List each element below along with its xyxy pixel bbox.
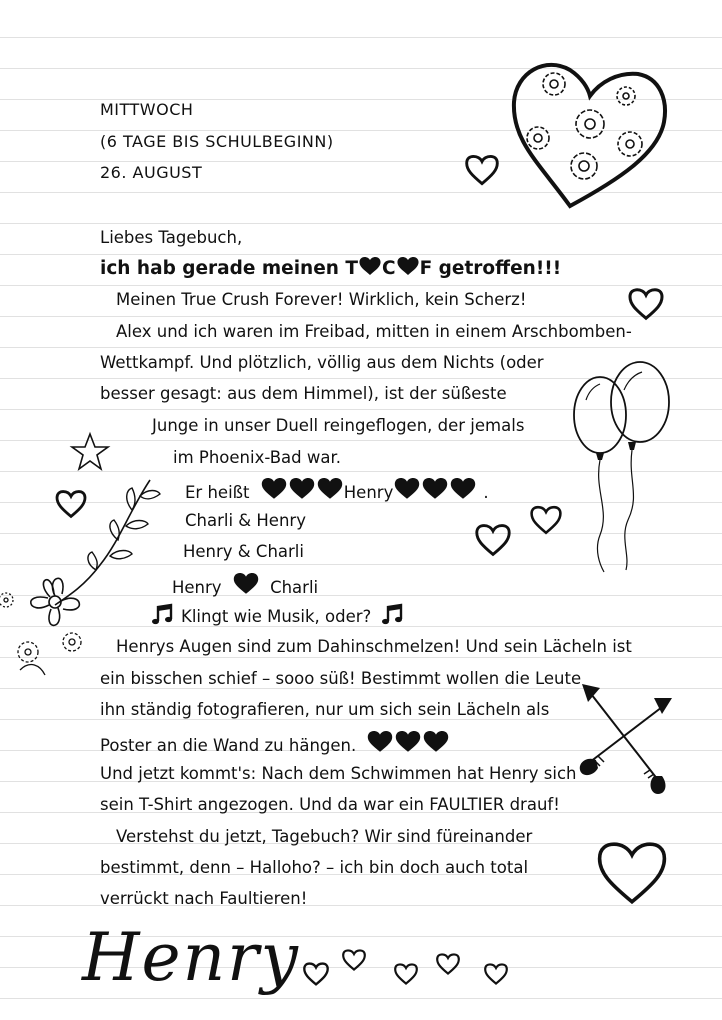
- name-line-start: Er heißt: [185, 483, 250, 502]
- date: 26. AUGUST: [100, 163, 203, 182]
- headline-end: F getroffen!!!: [419, 258, 562, 279]
- body-line-12: sein T-Shirt angezogen. Und da war ein FAULTIER drauf!: [100, 795, 560, 814]
- greeting: Liebes Tagebuch,: [100, 228, 243, 247]
- body-line-7: Henrys Augen sind zum Dahinschmelzen! Und sein Lächeln ist: [116, 637, 632, 656]
- balloons-icon: [570, 360, 675, 575]
- body-line-14: bestimmt, denn – Halloho? – ich bin doch auch total: [100, 858, 529, 877]
- outline-heart-icon: [342, 948, 366, 972]
- body-line-1: Meinen True Crush Forever! Wirklich, kein Scherz!: [116, 290, 527, 309]
- filled-heart-icon: [317, 478, 343, 500]
- music-note-icon: [381, 603, 405, 627]
- filled-heart-icon: [394, 478, 420, 500]
- outline-heart-icon: [628, 288, 664, 320]
- pair-3-left: Henry: [172, 578, 222, 597]
- body-line-2: Alex und ich waren im Freibad, mitten in einem Arschbomben-: [116, 322, 632, 341]
- filled-heart-icon: [395, 731, 421, 753]
- music-line-text: Klingt wie Musik, oder?: [181, 607, 372, 626]
- star-icon: [70, 432, 110, 472]
- body-line-3: Wettkampf. Und plötzlich, völlig aus dem Nichts (oder: [100, 353, 544, 372]
- flower-vine-icon: [0, 470, 165, 680]
- filled-heart-icon: [359, 257, 381, 276]
- filled-heart-icon: [367, 731, 393, 753]
- headline-start: ich hab gerade meinen T: [100, 258, 358, 279]
- pair-line-2: Henry & Charli: [183, 542, 304, 561]
- outline-heart-icon: [484, 962, 508, 986]
- music-line: [150, 603, 406, 628]
- pair-line-1: Charli & Henry: [185, 511, 306, 530]
- pair-line-3: [172, 573, 318, 599]
- outline-heart-icon: [394, 962, 418, 986]
- body-line-15: verrückt nach Faultieren!: [100, 889, 308, 908]
- weekday: MITTWOCH: [100, 100, 194, 119]
- filled-heart-icon: [261, 478, 287, 500]
- body-line-9: ihn ständig fotografieren, nur um sich sein Lächeln als: [100, 700, 550, 719]
- headline-mid: C: [382, 258, 396, 279]
- outline-heart-icon: [530, 505, 562, 535]
- filled-heart-icon: [450, 478, 476, 500]
- body-line-11: Und jetzt kommt's: Nach dem Schwimmen hat Henry sich: [100, 764, 577, 783]
- headline: [100, 257, 561, 280]
- outline-heart-icon: [475, 523, 511, 557]
- filled-heart-icon: [397, 257, 419, 276]
- name-line-end: .: [483, 483, 489, 502]
- body-line-5: Junge in unser Duell reingeflogen, der jemals: [152, 416, 525, 435]
- body-line-13: Verstehst du jetzt, Tagebuch? Wir sind füreinander: [116, 827, 533, 846]
- body-line-10-text: Poster an die Wand zu hängen.: [100, 736, 357, 755]
- filled-heart-icon: [289, 478, 315, 500]
- body-line-4: besser gesagt: aus dem Himmel), ist der süßeste: [100, 384, 507, 403]
- body-line-10: [100, 731, 450, 757]
- outline-heart-icon: [436, 952, 460, 976]
- outline-heart-icon: [303, 962, 329, 986]
- henry-signature: Henry: [82, 919, 300, 996]
- body-line-8: ein bisschen schief – sooo süß! Bestimmt wollen die Leute: [100, 669, 582, 688]
- outline-heart-icon: [465, 154, 499, 186]
- countdown: (6 TAGE BIS SCHULBEGINN): [100, 132, 334, 151]
- body-line-6: im Phoenix-Bad war.: [173, 448, 341, 467]
- pair-3-right: Charli: [270, 578, 319, 597]
- filled-heart-icon: [423, 731, 449, 753]
- name-line: [185, 478, 489, 504]
- filled-heart-icon: [233, 573, 259, 595]
- arrows-icon: [574, 680, 680, 798]
- flower-heart-icon: [508, 52, 670, 210]
- filled-heart-icon: [422, 478, 448, 500]
- name-line-name: Henry: [343, 483, 394, 502]
- outline-heart-icon: [596, 840, 668, 906]
